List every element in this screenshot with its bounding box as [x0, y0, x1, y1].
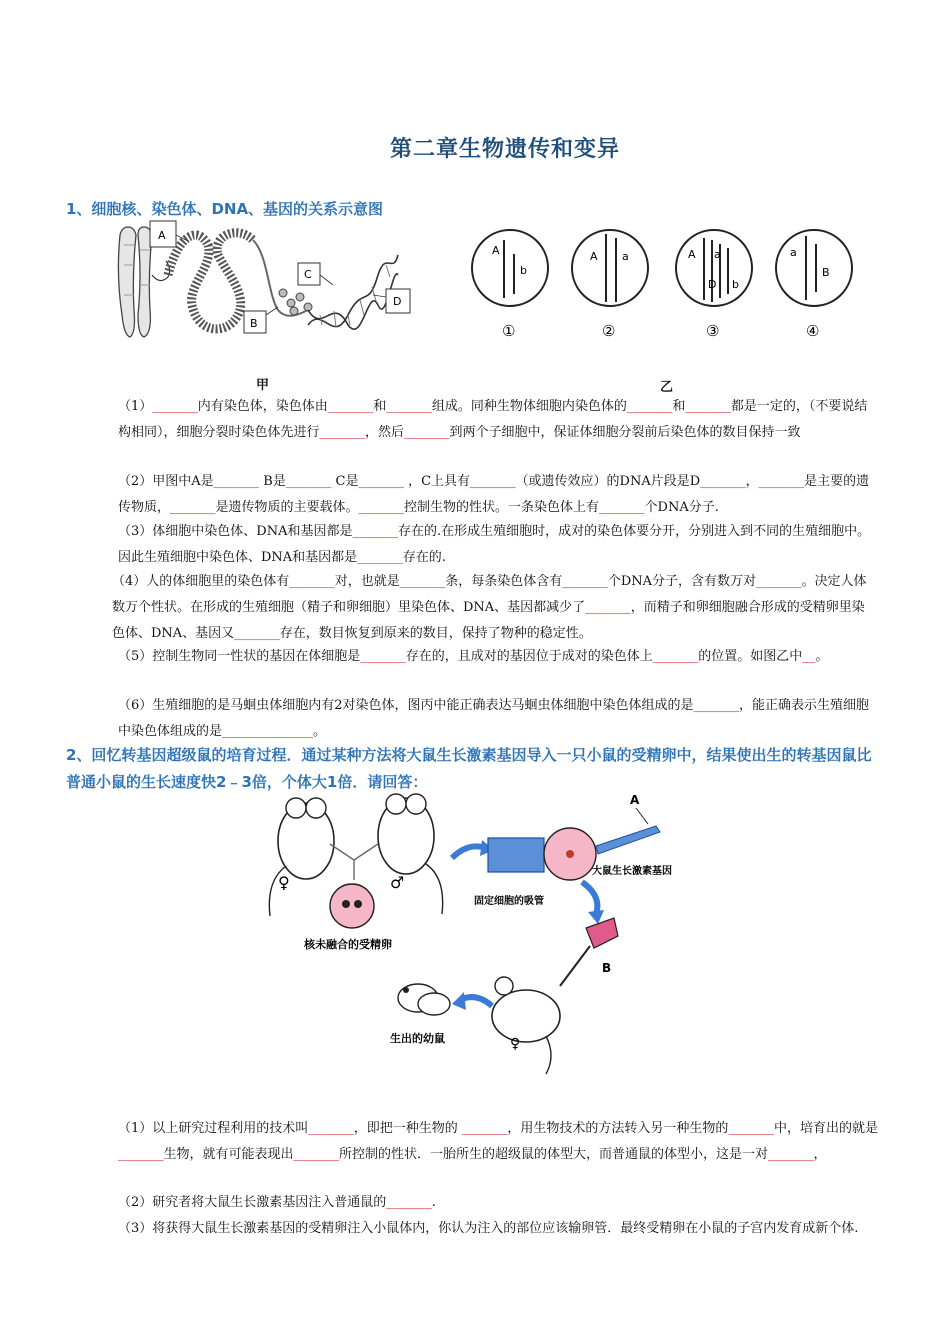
female-symbol: ♀ [278, 873, 290, 892]
box-label-c: C [304, 268, 312, 281]
male-symbol: ♂ [390, 873, 405, 892]
s1-question-3: （3）体细胞中染色体、DNA和基因都是_______存在的.在形成生殖细胞时，成对的染色体要分开，分别进入到不同的生殖细胞中。因此生殖细胞中染色体、DNA和基因都是_______存在的. [118, 524, 871, 565]
s2-question-3: （3）将获得大鼠生长激素基因的受精卵注入小鼠体内，你认为注入的部位应该输卵管．最终受精卵在小鼠的子宫内发育成新个体. [118, 1221, 859, 1236]
circle4-number: ④ [806, 322, 820, 340]
page-title: 第二章生物遗传和变异 [389, 136, 620, 162]
s2-question-2: （2）研究者将大鼠生长激素基因注入普通鼠的_______. [118, 1195, 436, 1210]
figure-jia-diagram [108, 215, 418, 345]
s1-question-6: （6）生殖细胞的是马蛔虫体细胞内有2对染色体，图丙中能正确表达马蛔虫体细胞中染色体组成的是_______，能正确表示生殖细胞中染色体组成的是______________。 [118, 698, 870, 739]
s2-question-1: （1）以上研究过程利用的技术叫_______，即把一种生物的 _______，用生物技术的方法转入另一种生物的_______中，培育出的就是_______生物，就有可能表现出_______所控制的性状．一胎所生的超级鼠的体型大，而普通鼠的体型小，这是一对_______， [118, 1121, 878, 1162]
circle3-label-b: a [714, 248, 721, 261]
circle1-label-a: A [492, 244, 500, 257]
circle1-label-b: b [520, 264, 527, 277]
figure-transgenic-mouse [256, 786, 706, 1076]
circle4-label-b: B [822, 266, 830, 279]
section2-heading: 2、回忆转基因超级鼠的培育过程．通过某种方法将大鼠生长激素基因导入一只小鼠的受精卵中，结果使出生的转基因鼠比普通小鼠的生长速度快2﹣3倍，个体大1倍．请回答： [66, 746, 872, 791]
box-label-b: B [250, 317, 258, 330]
pipette-caption: 固定细胞的吸管 [474, 896, 544, 907]
circle1-number: ① [502, 322, 516, 340]
zygote-caption: 核未融合的受精卵 [304, 938, 392, 951]
box-label-d: D [393, 295, 402, 308]
circle3-number: ③ [706, 322, 720, 340]
circle2-label-b: a [622, 250, 629, 263]
s1-question-1: （1）_______内有染色体，染色体由_______和_______组成。同种生物体细胞内染色体的_______和_______都是一定的，（不要说结构相同），细胞分裂时染色体先进行_______，然后_______到两个子细胞中，保证体细胞分裂前后染色体的数目保持一致 [118, 399, 868, 440]
circle3-label-d: b [732, 278, 739, 291]
s1-question-2: （2）甲图中A是_______ B是_______ C是_______ ，C上具有_______（或遗传效应）的DNA片段是D_______，_______是主要的遗传物质，_______是遗传物质的主要载体。_______控制生物的性状。一条染色体上有_______个DNA分子. [118, 474, 870, 515]
s1-question-5: （5）控制生物同一性状的基因在体细胞是_______存在的，且成对的基因位于成对的染色体上_______的位置。如图乙中__。 [118, 649, 829, 664]
label-a: A [630, 793, 640, 807]
section1-heading: 1、细胞核、染色体、DNA、基因的关系示意图 [66, 200, 384, 218]
s1-question-4: （4）人的体细胞里的染色体有_______对，也就是_______条，每条染色体含有_______个DNA分子，含有数万对_______。决定人体数万个性状。在形成的生殖细胞（精子和卵细胞）里染色体、DNA、基因都减少了_______，而精子和卵细胞融合形成的受精卵里染色体、DNA、基因又_______存在，数目恢复到原来的数目，保持了物种的稳定性。 [112, 574, 867, 641]
label-b: B [602, 961, 612, 975]
circle3-label-a: A [688, 248, 696, 261]
circle4-label-a: a [790, 246, 797, 259]
baby-caption: 生出的幼鼠 [390, 1032, 445, 1045]
figure-jia-label: 甲 [256, 378, 270, 393]
recipient-female-symbol: ♀ [510, 1036, 521, 1052]
circle2-number: ② [602, 322, 616, 340]
figure-yi-label: 乙 [660, 380, 674, 395]
circle2-label-a: A [590, 250, 598, 263]
box-label-a: A [158, 229, 166, 242]
circle3-label-c: D [708, 278, 717, 291]
gene-caption: 大鼠生长激素基因 [592, 866, 672, 877]
figure-yi-diagram [468, 218, 858, 346]
